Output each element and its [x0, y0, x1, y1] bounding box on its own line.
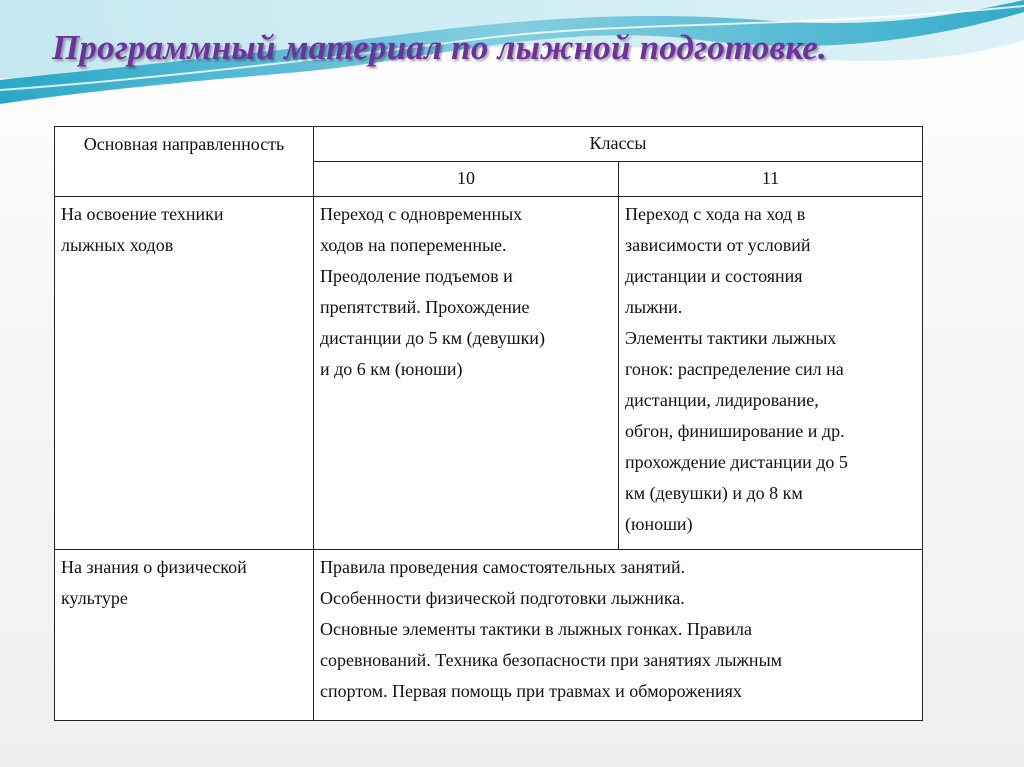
row-1-grade-10-text: Переход с одновременных ходов на попеременные. Преодоление подъемов и препятствий. Прохождение дистанции до 5 км (девушки) и до 6 км (юноши) [320, 204, 545, 379]
header-direction [55, 127, 314, 197]
row-2-direction [55, 550, 314, 721]
row-1-direction-text: На освоение техники лыжных ходов [61, 204, 224, 255]
grade-11-label: 11 [761, 168, 780, 188]
program-table [54, 126, 923, 721]
table-header-row [55, 127, 923, 162]
header-grade-10 [314, 162, 619, 197]
table-row [55, 550, 923, 721]
row-1-direction [55, 197, 314, 550]
row-1-grade-10 [314, 197, 619, 550]
header-direction-label: Основная направленность [83, 134, 285, 154]
header-grades [314, 127, 923, 162]
row-2-direction-text: На знания о физической культуре [61, 557, 247, 608]
row-1-grade-11 [619, 197, 923, 550]
grade-10-label: 10 [457, 168, 475, 188]
slide-title: Программный материал по лыжной подготовке. [52, 28, 827, 67]
header-grades-label: Классы [589, 133, 647, 153]
row-2-both-grades [314, 550, 923, 721]
row-2-both-grades-text: Правила проведения самостоятельных занятий. Особенности физической подготовки лыжника. Основные элементы тактики в лыжных гонках. Правила соревнований. Техника безопасности при занятиях лыжным спортом. Первая помощь при травмах и обморожениях [320, 557, 783, 701]
header-grade-11 [619, 162, 923, 197]
row-1-grade-11-text: Переход с хода на ход в зависимости от условий дистанции и состояния лыжни. Элементы тактики лыжных гонок: распределение сил на дистанции, лидирование, обгон, финиширование и др. прохождение дистанции до 5 км (девушки) и до 8 км (юноши) [625, 204, 848, 534]
table-row [55, 197, 923, 550]
